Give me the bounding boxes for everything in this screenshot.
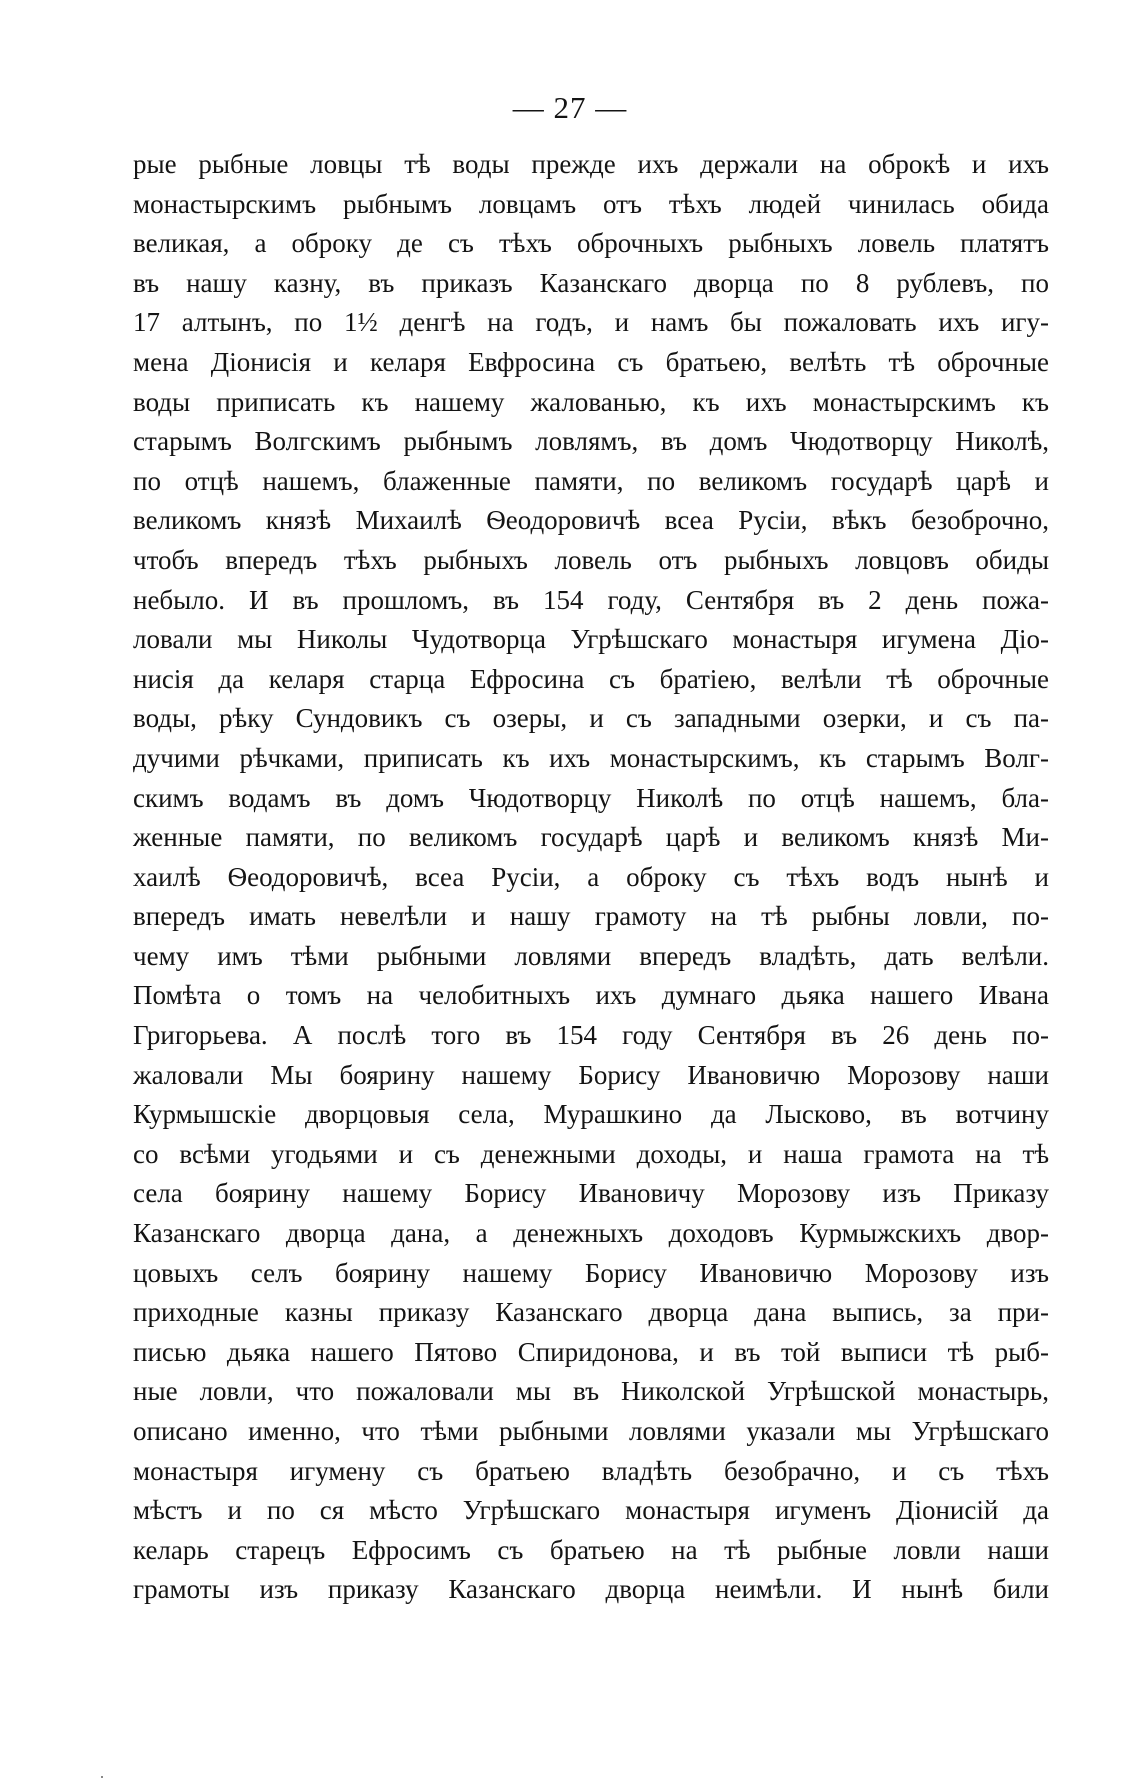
text-line: монастырскимъ рыбнымъ ловцамъ отъ тѣхъ людей чинилась обида: [133, 188, 1049, 219]
page-number: — 27 —: [512, 90, 628, 125]
text-line: писью дьяка нашего Пятово Спиридонова, и въ той выписи тѣ рыб-: [133, 1336, 1049, 1367]
text-line: хаилѣ Ѳеодоровичѣ, всеа Русіи, а оброку съ тѣхъ водъ нынѣ и: [133, 861, 1049, 892]
text-line: цовыхъ селъ боярину нашему Борису Ивановичю Морозову изъ: [133, 1257, 1049, 1288]
text-line: рые рыбные ловцы тѣ воды прежде ихъ держали на оброкѣ и ихъ: [133, 149, 1049, 179]
text-line: мѣстъ и по ся мѣсто Угрѣшскаго монастыря игуменъ Діонисій да: [133, 1495, 1049, 1526]
text-line: монастыря игумену съ братьею владѣть безобрачно, и съ тѣхъ: [133, 1455, 1049, 1486]
text-line: впередъ имать невелѣли и нашу грамоту на тѣ рыбны ловли, по-: [133, 901, 1049, 932]
text-line: скимъ водамъ въ домъ Чюдотворцу Николѣ по отцѣ нашемъ, бла-: [133, 782, 1049, 813]
body-text: [133, 145, 1049, 1610]
text-line: мена Діонисія и келаря Евфросина съ братьею, велѣть тѣ оброчные: [133, 346, 1049, 377]
text-line: въ нашу казну, въ приказъ Казанскаго дворца по 8 рублевъ, по: [133, 267, 1049, 298]
text-line: Казанскаго дворца дана, а денежныхъ доходовъ Курмыжскихъ двор-: [133, 1218, 1049, 1249]
text-line: Григорьева. А послѣ того въ 154 году Сентября въ 26 день по-: [133, 1020, 1049, 1051]
text-line: Помѣта о томъ на челобитныхъ ихъ думнаго дьяка нашего Ивана: [133, 980, 1049, 1011]
scan-speck: [101, 1776, 103, 1778]
text-line: грамоты изъ приказу Казанскаго дворца неимѣли. И нынѣ били: [133, 1574, 1049, 1605]
text-line: женные памяти, по великомъ государѣ царѣ и великомъ князѣ Ми-: [133, 822, 1049, 853]
text-line: ловали мы Николы Чудотворца Угрѣшскаго монастыря игумена Діо-: [133, 624, 1049, 655]
text-line: великая, а оброку де съ тѣхъ оброчныхъ рыбныхъ ловель платятъ: [133, 228, 1049, 259]
text-line: жаловали Мы боярину нашему Борису Ивановичю Морозову наши: [133, 1059, 1049, 1090]
text-line: 17 алтынъ, по 1½ денгѣ на годъ, и намъ бы пожаловать ихъ игу-: [133, 307, 1049, 338]
text-line: ные ловли, что пожаловали мы въ Николской Угрѣшской монастырь,: [133, 1376, 1049, 1407]
text-line: дучими рѣчками, приписать къ ихъ монастырскимъ, къ старымъ Волг-: [133, 742, 1049, 773]
text-line: Курмышскіе дворцовыя села, Мурашкино да Лысково, въ вотчину: [133, 1099, 1049, 1130]
text-line: нисія да келаря старца Ефросина съ братіею, велѣли тѣ оброчные: [133, 663, 1049, 694]
text-line: великомъ князѣ Михаилѣ Ѳеодоровичѣ всеа Русіи, вѣкъ безоброчно,: [133, 505, 1049, 536]
text-line: со всѣми угодьями и съ денежными доходы, и наша грамота на тѣ: [133, 1138, 1049, 1169]
text-line: чтобъ впередъ тѣхъ рыбныхъ ловель отъ рыбныхъ ловцовъ обиды: [133, 544, 1049, 575]
text-line: келарь старецъ Ефросимъ съ братьею на тѣ рыбные ловли наши: [133, 1534, 1049, 1565]
text-line: небыло. И въ прошломъ, въ 154 году, Сентября въ 2 день пожа-: [133, 584, 1049, 615]
text-line: воды, рѣку Сундовикъ съ озеры, и съ западными озерки, и съ па-: [133, 703, 1049, 734]
text-line: чему имъ тѣми рыбными ловлями впередъ владѣть, дать велѣли.: [133, 940, 1049, 971]
text-line: старымъ Волгскимъ рыбнымъ ловлямъ, въ домъ Чюдотворцу Николѣ,: [133, 426, 1049, 457]
text-line: села боярину нашему Борису Ивановичу Морозову изъ Приказу: [133, 1178, 1049, 1209]
text-line: воды приписать къ нашему жалованью, къ ихъ монастырскимъ къ: [133, 386, 1049, 417]
text-line: описано именно, что тѣми рыбными ловлями указали мы Угрѣшскаго: [133, 1416, 1049, 1446]
text-line: приходные казны приказу Казанскаго дворца дана выпись, за при-: [133, 1297, 1049, 1328]
text-line: по отцѣ нашемъ, блаженные памяти, по великомъ государѣ царѣ и: [133, 465, 1049, 496]
